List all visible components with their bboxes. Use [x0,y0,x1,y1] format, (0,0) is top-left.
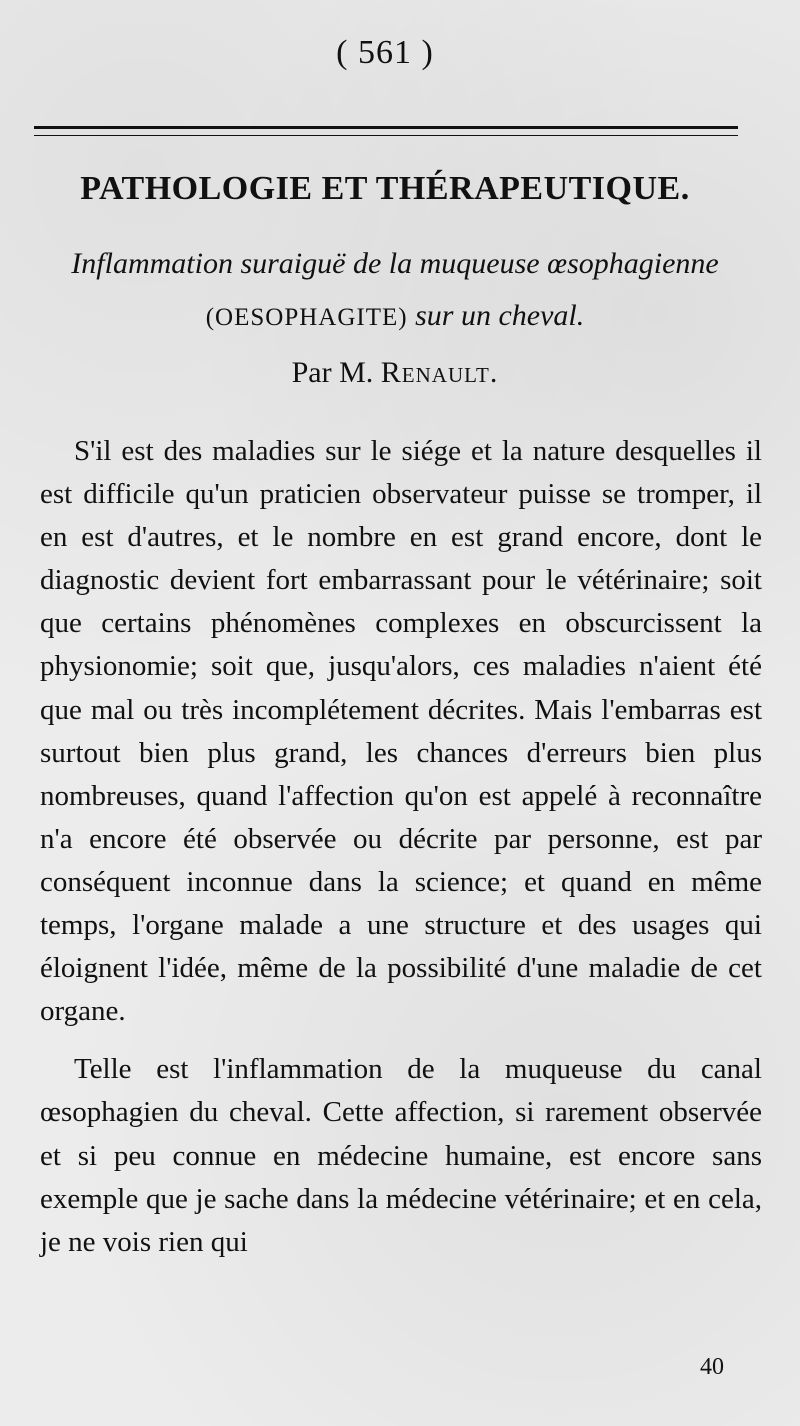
article-title-term: (OESOPHAGITE) [205,304,408,331]
paragraph: Telle est l'inflammation de la muqueuse du canal œsophagien du cheval. Cette affection, si rarement observée et si peu connue en médecine humaine, est encore sans exemple que je sache dans la médecine vétérinaire; et en cela, je ne vois rien qui [40,1053,762,1258]
article-title [50,238,740,344]
byline-author: Renault. [380,356,499,389]
page-number: ( 561 ) [336,34,434,71]
header-double-rule [34,126,738,136]
paragraph: S'il est des maladies sur le siége et la nature desquelles il est difficile qu'un praticien observateur puisse se tromper, il en est d'autres, et le nombre en est grand encore, dont le diagnostic devient fort embarrassant pour le vétérinaire; soit que certains phénomènes complexes en obscurcissent la physionomie; soit que, jusqu'alors, ces maladies n'aient été que mal ou très incomplétement décrites. Mais l'embarras est surtout bien plus grand, les chances d'erreurs bien plus nombreuses, quand l'affection qu'on est appelé à reconnaître n'a encore été observée ou décrite par personne, est par conséquent inconnue dans la science; et quand en même temps, l'organe malade a une structure et des usages qui éloignent l'idée, même de la possibilité d'une maladie de cet organe. [40,435,762,1028]
section-title: PATHOLOGIE ET THÉRAPEUTIQUE. [80,170,690,207]
byline-prefix: Par M. [291,356,374,389]
signature-mark: 40 [700,1354,724,1380]
article-title-end: sur un cheval. [415,299,585,332]
byline [0,356,790,390]
article-title-main: Inflammation suraiguë de la muqueuse œsophagienne [71,247,719,280]
body-text [40,430,762,1264]
